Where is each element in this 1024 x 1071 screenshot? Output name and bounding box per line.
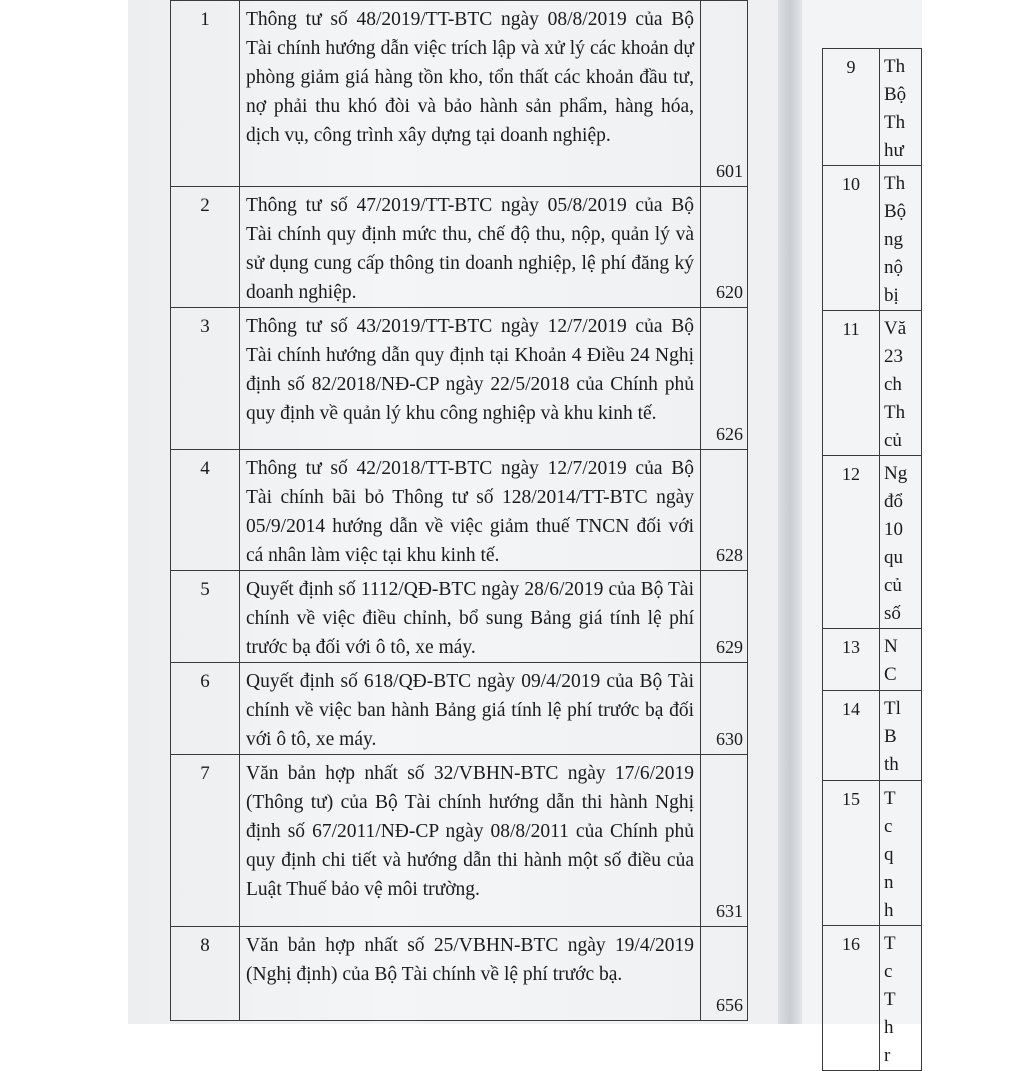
table-row [171,450,748,571]
book-gutter [778,0,802,1024]
row-title: Thông tư số 43/2019/TT-BTC ngày 12/7/2019 của Bộ Tài chính hướng dẫn quy định tại Khoản 4 Điều 24 Nghị định số 82/2018/NĐ-CP ngày 22/5/2018 của Chính phủ quy định về quản lý khu công nghiệp và khu kinh tế. [240,308,701,450]
row-number: 15 [823,781,880,926]
table-row [823,311,922,456]
table-row [823,926,922,1071]
row-number: 9 [823,49,880,166]
row-title: Th Bộ ng nộ bị [880,166,922,311]
contents-table [170,0,748,1021]
row-number: 6 [171,663,240,755]
row-title: Quyết định số 618/QĐ-BTC ngày 09/4/2019 của Bộ Tài chính về việc ban hành Bảng giá tính lệ phí trước bạ đối với ô tô, xe máy. [240,663,701,755]
table-row [823,49,922,166]
row-number: 1 [171,1,240,187]
table-row [823,781,922,926]
row-number: 13 [823,629,880,691]
table-row [171,187,748,308]
row-number: 8 [171,927,240,1021]
table-row [823,456,922,629]
row-title: Th Bộ Th hư [880,49,922,166]
row-number: 12 [823,456,880,629]
row-title: Văn bản hợp nhất số 32/VBHN-BTC ngày 17/6/2019 (Thông tư) của Bộ Tài chính hướng dẫn thi hành Nghị định số 67/2011/NĐ-CP ngày 08/8/2011 của Chính phủ quy định chi tiết và hướng dẫn thi hành một số điều của Luật Thuế bảo vệ môi trường. [240,755,701,927]
row-page: 628 [701,450,748,571]
row-number: 7 [171,755,240,927]
table-row [823,166,922,311]
row-number: 10 [823,166,880,311]
table-row [171,571,748,663]
table-row [171,663,748,755]
table-row [171,755,748,927]
row-number: 2 [171,187,240,308]
row-page: 630 [701,663,748,755]
row-title: Ng đổ 10 qu củ số [880,456,922,629]
row-title: Thông tư số 47/2019/TT-BTC ngày 05/8/2019 của Bộ Tài chính quy định mức thu, chế độ thu, nộp, quản lý và sử dụng cung cấp thông tin doanh nghiệp, lệ phí đăng ký doanh nghiệp. [240,187,701,308]
table-row [823,629,922,691]
row-page: 656 [701,927,748,1021]
table-row [823,691,922,781]
row-title: T c T h r [880,926,922,1071]
row-title: Thông tư số 42/2018/TT-BTC ngày 12/7/2019 của Bộ Tài chính bãi bỏ Thông tư số 128/2014/TT-BTC ngày 05/9/2014 hướng dẫn về việc giảm thuế TNCN đối với cá nhân làm việc tại khu kinh tế. [240,450,701,571]
row-page: 620 [701,187,748,308]
row-page: 601 [701,1,748,187]
row-title: Quyết định số 1112/QĐ-BTC ngày 28/6/2019 của Bộ Tài chính về việc điều chỉnh, bổ sung Bảng giá tính lệ phí trước bạ đối với ô tô, xe máy. [240,571,701,663]
row-number: 5 [171,571,240,663]
row-title: T c q n h [880,781,922,926]
row-number: 14 [823,691,880,781]
row-title: Vă 23 ch Th củ [880,311,922,456]
row-page: 631 [701,755,748,927]
row-page: 629 [701,571,748,663]
row-title: Tl B th [880,691,922,781]
row-number: 11 [823,311,880,456]
row-page: 626 [701,308,748,450]
table-row [171,1,748,187]
row-number: 16 [823,926,880,1071]
facing-page-table [822,48,922,1071]
row-number: 3 [171,308,240,450]
row-title: Thông tư số 48/2019/TT-BTC ngày 08/8/2019 của Bộ Tài chính hướng dẫn việc trích lập và xử lý các khoản dự phòng giảm giá hàng tồn kho, tổn thất các khoản đầu tư, nợ phải thu khó đòi và bảo hành sản phẩm, hàng hóa, dịch vụ, công trình xây dựng tại doanh nghiệp. [240,1,701,187]
row-number: 4 [171,450,240,571]
table-row [171,308,748,450]
row-title: N C [880,629,922,691]
table-row [171,927,748,1021]
row-title: Văn bản hợp nhất số 25/VBHN-BTC ngày 19/4/2019 (Nghị định) của Bộ Tài chính về lệ phí trước bạ. [240,927,701,1021]
